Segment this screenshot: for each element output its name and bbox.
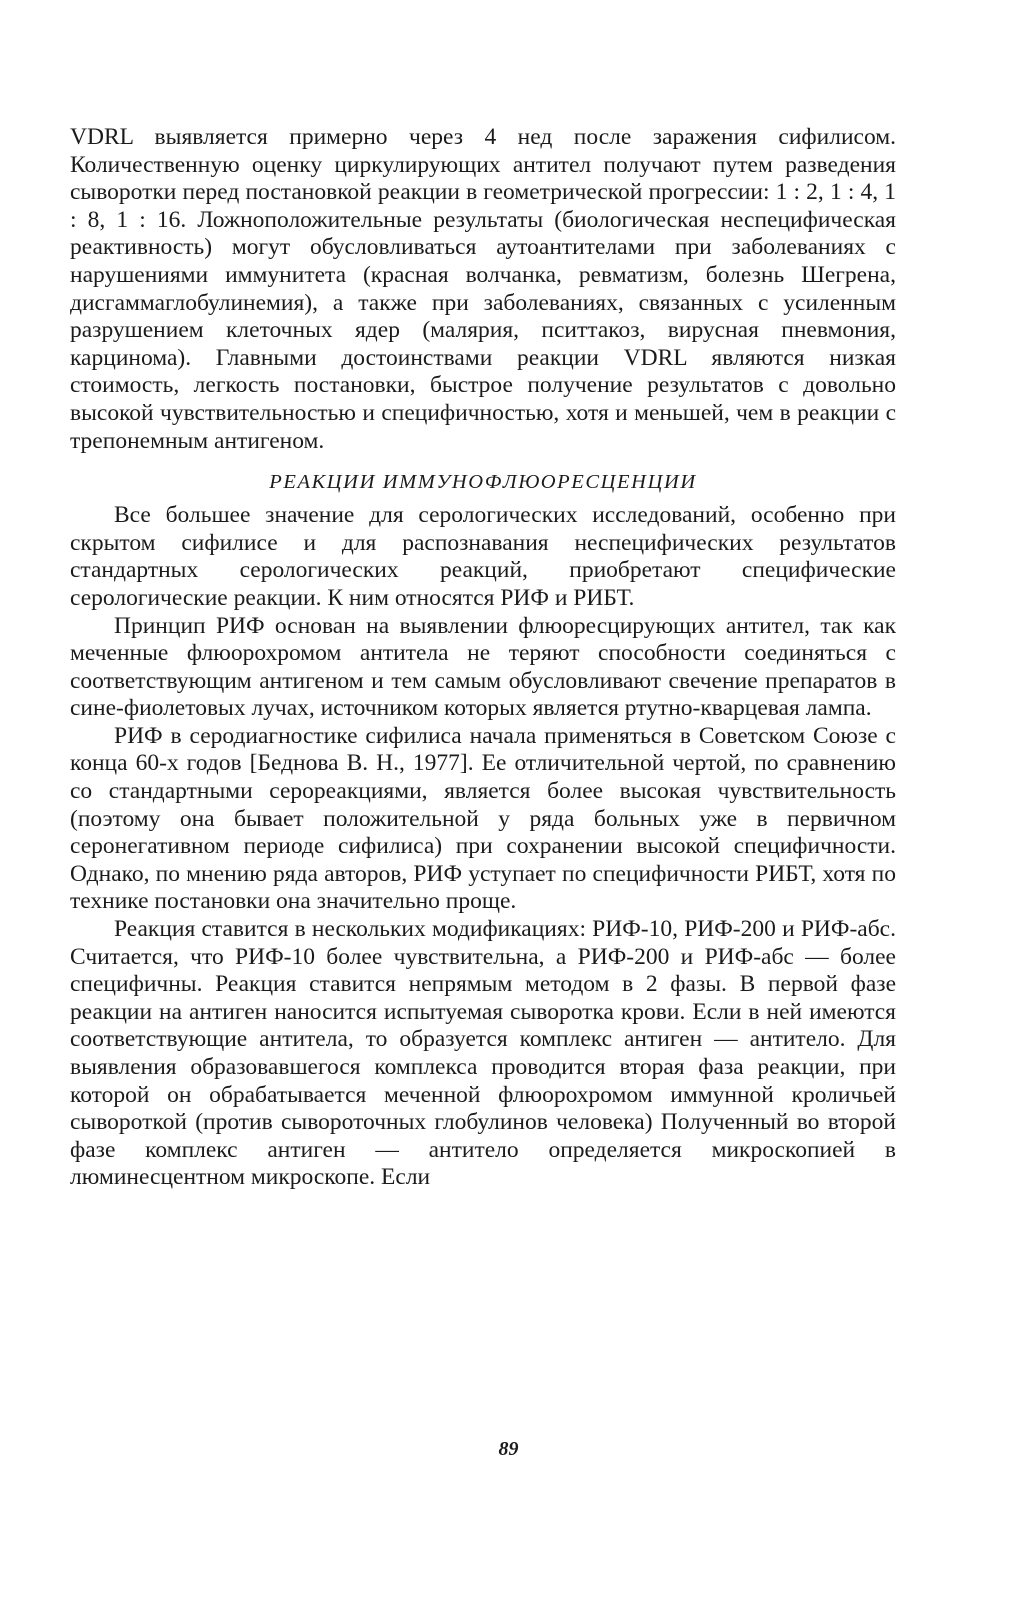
- section-heading: РЕАКЦИИ ИММУНОФЛЮОРЕСЦЕНЦИИ: [269, 471, 697, 494]
- paragraph-rif-principle: Принцип РИФ основан на выявлении флюоресцирующих антител, так как меченные флюорохромом антитела не теряют способности соединяться с соответствующим антигеном и тем самым обусловливают свечение препаратов в сине-фиолетовых лучах, источником которых является ртутно-кварцевая лампа.: [70, 612, 896, 722]
- document-page: [70, 124, 896, 1192]
- page-number: 89: [498, 1438, 519, 1460]
- paragraph-specific-reactions: Все большее значение для серологических исследований, особенно при скрытом сифилисе и для распознавания неспецифических результатов стандартных серологических реакций, приобретают специфические серологические реакции. К ним относятся РИФ и РИБТ.: [70, 502, 896, 611]
- paragraph-rif-modifications: Реакция ставится в нескольких модификациях: РИФ-10, РИФ-200 и РИФ-абс. Считается, что РИФ-10 более чувствительна, а РИФ-200 и РИФ-абс — более специфичны. Реакция ставится непрямым методом в 2 фазы. В первой фазе реакции на антиген наносится испытуемая сыворотка крови. Если в ней имеются соответствующие антитела, то образуется комплекс антиген — антитело. Для выявления образовавшегося комплекса проводится вторая фаза реакции, при которой он обрабатывается меченной флюорохромом иммунной кроличьей сывороткой (против сывороточных глобулинов человека) Полученный во второй фазе комплекс антиген — антитело определяется микроскопией в люминесцентном микроскопе. Если: [70, 916, 896, 1191]
- paragraph-vdrl: VDRL выявляется примерно через 4 нед после заражения сифилисом. Количественную оценку циркулирующих антител получают путем разведения сыворотки перед постановкой реакции в геометрической прогрессии: 1 : 2, 1 : 4, 1 : 8, 1 : 16. Ложноположительные результаты (биологическая неспецифическая реактивность) могут обусловливаться аутоантителами при заболеваниях с нарушениями иммунитета (красная волчанка, ревматизм, болезнь Шегрена, дисгаммаглобулинемия), а также при заболеваниях, связанных с усиленным разрушением клеточных ядер (малярия, пситтакоз, вирусная пневмония, карцинома). Главными достоинствами реакции VDRL являются низкая стоимость, легкость постановки, быстрое получение результатов с довольно высокой чувствительностью и специфичностью, хотя и меньшей, чем в реакции с трепонемным антигеном.: [70, 124, 896, 454]
- paragraph-rif-history: РИФ в серодиагностике сифилиса начала применяться в Советском Союзе с конца 60-х годов [Беднова В. Н., 1977]. Ее отличительной чертой, по сравнению со стандартными серореакциями, является более высокая чувствительность (поэтому она бывает положительной у ряда больных уже в первичном серонегативном периоде сифилиса) при сохранении высокой специфичности. Однако, по мнению ряда авторов, РИФ уступает по специфичности РИБТ, хотя по технике постановки она значительно проще.: [70, 722, 896, 915]
